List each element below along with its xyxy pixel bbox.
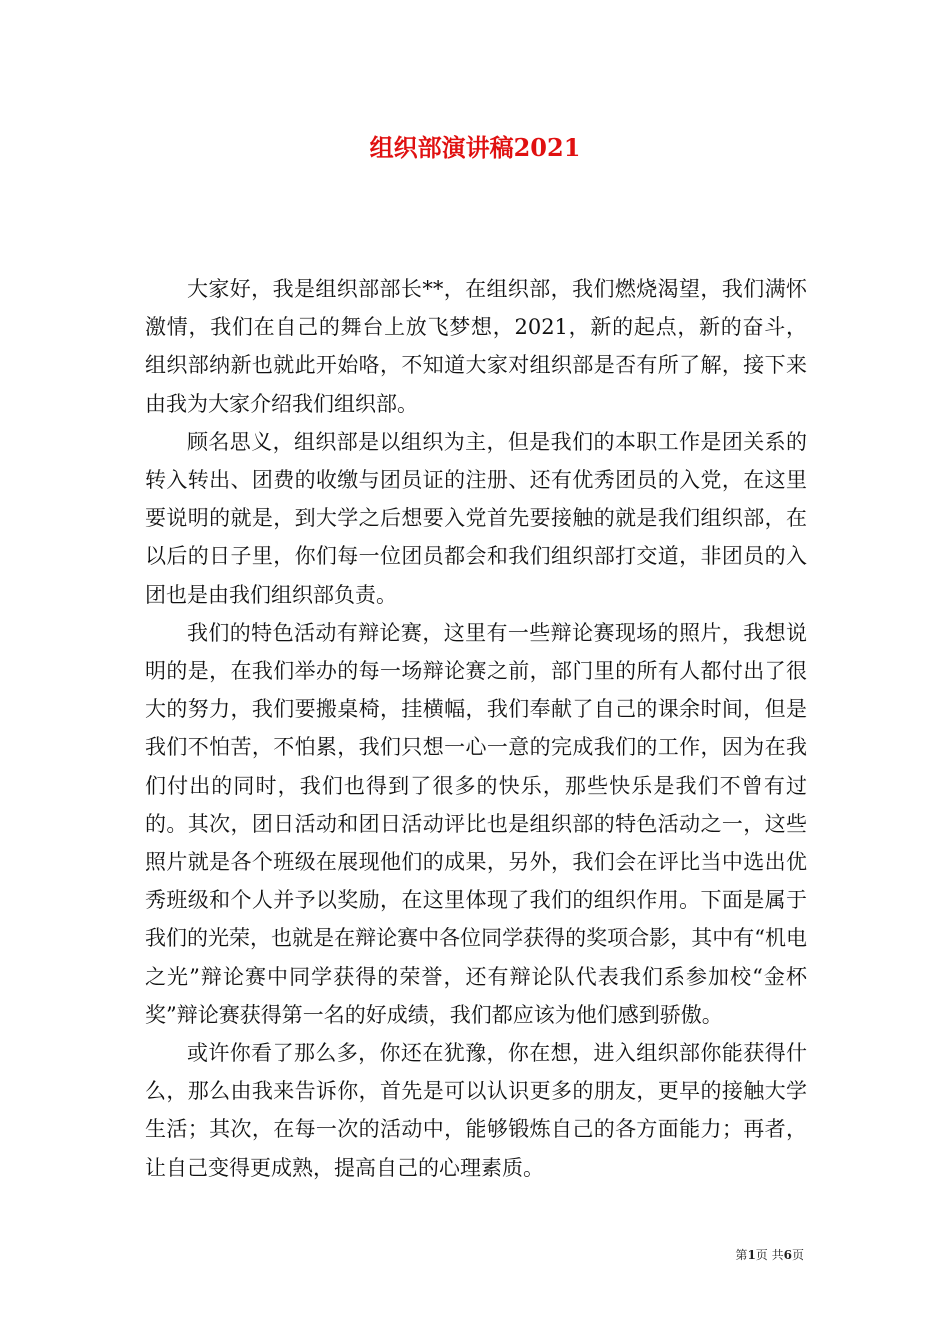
total-pages-number: 6 xyxy=(783,1248,792,1262)
document-body xyxy=(145,270,807,1187)
paragraph: 大家好，我是组织部部长**，在组织部，我们燃烧渴望，我们满怀激情，我们在自己的舞台上放飞梦想，2021，新的起点，新的奋斗，组织部纳新也就此开始咯，不知道大家对组织部是否有所了解，接下来由我为大家介绍我们组织部。 xyxy=(145,277,807,416)
current-page-number: 1 xyxy=(747,1248,756,1262)
page-number-footer xyxy=(735,1247,804,1263)
footer-middle: 页 共 xyxy=(755,1248,784,1262)
footer-prefix: 第 xyxy=(735,1248,748,1262)
document-title: 组织部演讲稿2021 xyxy=(369,133,581,162)
paragraph: 我们的特色活动有辩论赛，这里有一些辩论赛现场的照片，我想说明的是，在我们举办的每一场辩论赛之前，部门里的所有人都付出了很大的努力，我们要搬桌椅，挂横幅，我们奉献了自己的课余时间，但是我们不怕苦，不怕累，我们只想一心一意的完成我们的工作，因为在我们付出的同时，我们也得到了很多的快乐，那些快乐是我们不曾有过的。其次，团日活动和团日活动评比也是组织部的特色活动之一，这些照片就是各个班级在展现他们的成果，另外，我们会在评比当中选出优秀班级和个人并予以奖励，在这里体现了我们的组织作用。下面是属于我们的光荣，也就是在辩论赛中各位同学获得的奖项合影，其中有“机电之光”辩论赛中同学获得的荣誉，还有辩论队代表我们系参加校“金杯奖”辩论赛获得第一名的好成绩，我们都应该为他们感到骄傲。 xyxy=(145,620,807,1027)
paragraph: 顾名思义，组织部是以组织为主，但是我们的本职工作是团关系的转入转出、团费的收缴与团员证的注册、还有优秀团员的入党，在这里要说明的就是，到大学之后想要入党首先要接触的就是我们组织部，在以后的日子里，你们每一位团员都会和我们组织部打交道，非团员的入团也是由我们组织部负责。 xyxy=(145,429,807,607)
paragraph: 或许你看了那么多，你还在犹豫，你在想，进入组织部你能获得什么，那么由我来告诉你，首先是可以认识更多的朋友，更早的接触大学生活；其次，在每一次的活动中，能够锻炼自己的各方面能力；再者，让自己变得更成熟，提高自己的心理素质。 xyxy=(145,1041,807,1180)
footer-suffix: 页 xyxy=(791,1248,804,1262)
